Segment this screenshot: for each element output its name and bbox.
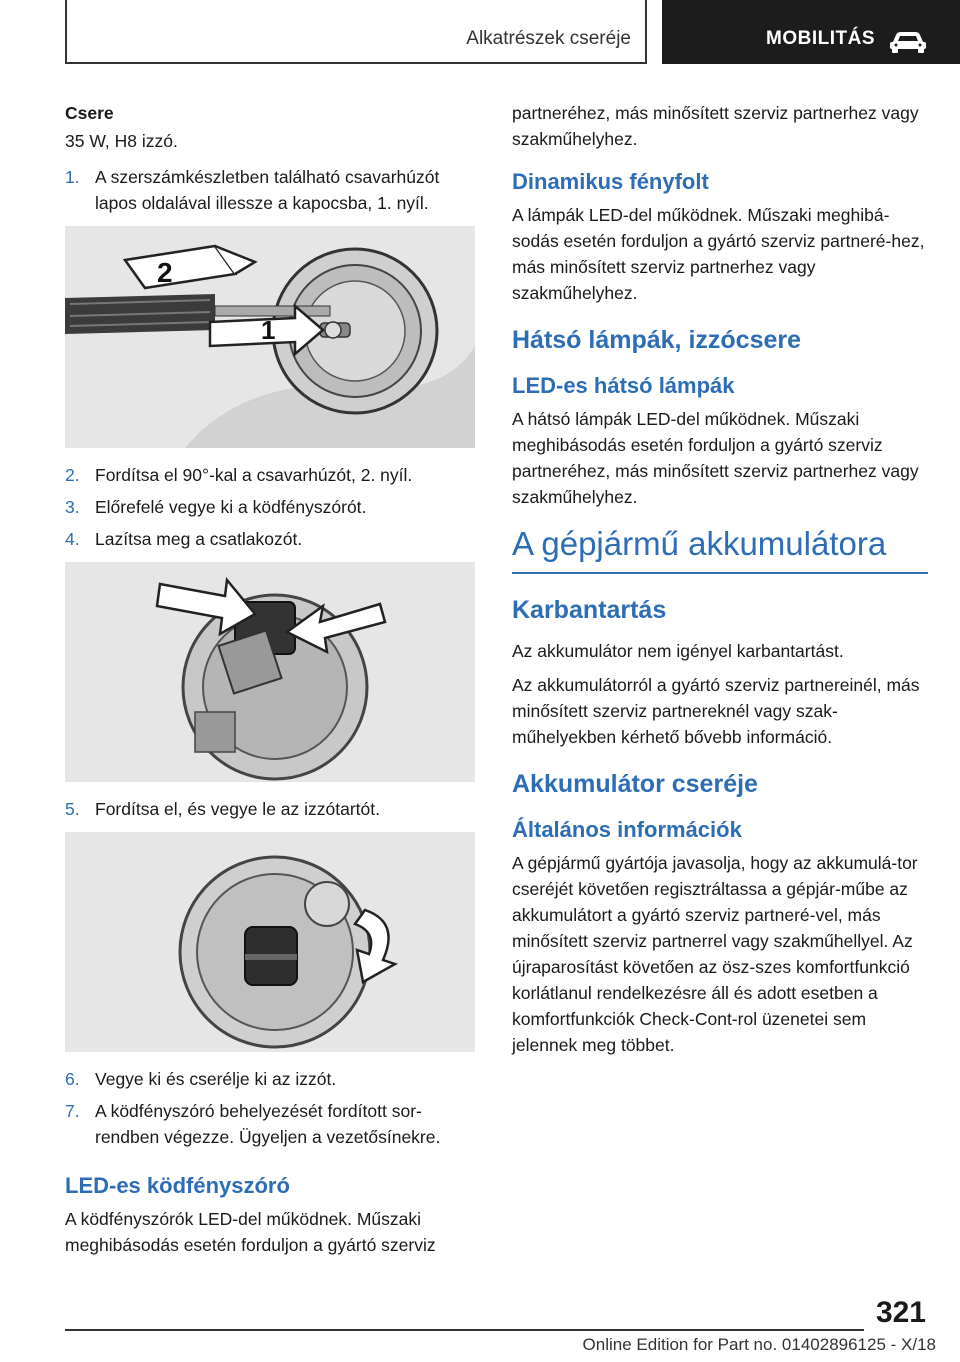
figure-screwdriver-clip — [65, 226, 475, 448]
led-fog-text: A ködfényszórók LED-del működnek. Műszaki meghibásodás esetén forduljon a gyártó szerviz — [65, 1209, 436, 1255]
right-column — [512, 100, 928, 1066]
header-chapter-label: MOBILITÁS — [766, 28, 875, 49]
bulb-spec: 35 W, H8 izzó. — [65, 131, 178, 151]
rear-lamps-heading: Hátsó lámpák, izzócsere — [512, 326, 802, 354]
page-number: 321 — [875, 1296, 926, 1329]
general-info-text: A gépjármű gyártója javasolja, hogy az akkumulá-tor cseréjét követően regisztráltassa a gépjár-műbe az akkumulátort a gyártó szerviz partneré-vel, más minősített szerviz partnerrel vagy szakműhellyel. Az újraparosítást követően az ösz-szes komfortfunkció korlátlanul rendelkezésre áll és adott esetben a komfortfunkciók Check-Cont-rol üzenetei sem jelennek meg többet. — [512, 853, 918, 1055]
csere-heading: Csere — [65, 103, 114, 123]
maintenance-text-1: Az akkumulátor nem igényel karbantartást. — [512, 641, 844, 661]
header-chapter-box — [662, 0, 960, 64]
step-number: 6. — [65, 1069, 80, 1089]
figure-screwdriver-illustration — [65, 226, 475, 448]
steps-list-d — [65, 1066, 475, 1150]
figure-bulb-holder — [65, 832, 475, 1052]
battery-chapter-title: A gépjármű akkumulátora — [512, 524, 928, 574]
steps-list-b — [65, 462, 475, 552]
step-number: 1. — [65, 167, 80, 187]
header-section-box — [65, 0, 647, 64]
step-item — [65, 494, 475, 520]
figure-connector — [65, 562, 475, 782]
rear-led-text: A hátsó lámpák LED-del működnek. Műszaki meghibásodás esetén forduljon a gyártó szerviz partneréhez, más minősített szerviz partnerhez vagy szakműhelyhez. — [512, 409, 919, 507]
figure-connector-illustration — [65, 562, 475, 782]
left-column — [65, 100, 475, 1266]
battery-replace-heading: Akkumulátor cseréje — [512, 770, 758, 798]
maintenance-heading: Karbantartás — [512, 596, 667, 624]
footer-edition: Online Edition for Part no. 01402896125 - X/18 — [582, 1335, 936, 1354]
figure-label-2: 2 — [157, 257, 173, 288]
figure-label-1: 1 — [261, 315, 276, 345]
step-text: A ködfényszóró behelyezését fordított sor-rendben végezze. Ügyeljen a vezetősínekre. — [95, 1101, 441, 1147]
steps-list-c — [65, 796, 475, 822]
led-fog-heading: LED-es ködfényszóró — [65, 1173, 290, 1198]
maintenance-text-2: Az akkumulátorról a gyártó szerviz partnereinél, más minősített szerviz partnereknél vagy szak-műhelyekben kérhető bővebb információ. — [512, 675, 920, 747]
header-section-title: Alkatrészek cseréje — [466, 28, 631, 49]
step-text: Fordítsa el 90°-kal a csavarhúzót, 2. nyíl. — [95, 465, 413, 485]
step-number: 2. — [65, 465, 80, 485]
step-item — [65, 796, 475, 822]
step-item — [65, 1098, 475, 1150]
continuation-text: partneréhez, más minősített szerviz partnerhez vagy szakműhelyhez. — [512, 103, 919, 149]
dynamic-light-text: A lámpák LED-del működnek. Műszaki meghibá-sodás esetén forduljon a gyártó szerviz partneré-hez, más minősített szerviz partnerhez vagy szakműhelyhez. — [512, 205, 925, 303]
step-number: 7. — [65, 1101, 80, 1121]
step-text: Előrefelé vegye ki a ködfényszórót. — [95, 497, 367, 517]
rear-led-heading: LED-es hátsó lámpák — [512, 373, 735, 398]
steps-list-a — [65, 164, 475, 216]
step-item — [65, 462, 475, 488]
step-text: Lazítsa meg a csatlakozót. — [95, 529, 303, 549]
step-number: 3. — [65, 497, 80, 517]
step-item — [65, 526, 475, 552]
step-text: Vegye ki és cserélje ki az izzót. — [95, 1069, 337, 1089]
step-number: 5. — [65, 799, 80, 819]
step-number: 4. — [65, 529, 80, 549]
step-item — [65, 1066, 475, 1092]
step-text: Fordítsa el, és vegye le az izzótartót. — [95, 799, 380, 819]
step-text: A szerszámkészletben található csavarhúzót lapos oldalával illessze a kapocsba, 1. nyíl. — [95, 167, 440, 213]
figure-bulb-holder-illustration — [65, 832, 475, 1052]
dynamic-light-heading: Dinamikus fényfolt — [512, 169, 709, 194]
step-item — [65, 164, 475, 216]
footer-divider — [65, 1329, 864, 1331]
general-info-heading: Általános információk — [512, 817, 742, 842]
car-icon — [888, 28, 928, 54]
